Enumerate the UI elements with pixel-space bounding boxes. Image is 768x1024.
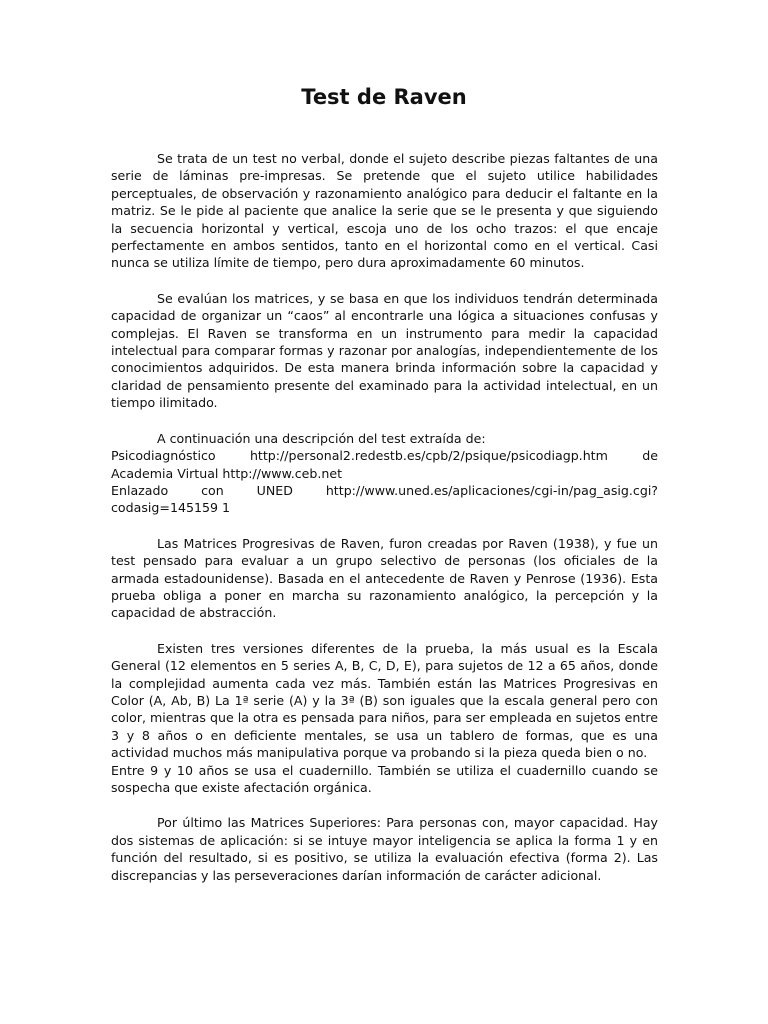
source-psicodiagnostico: Psicodiagnóstico http://personal2.redestb.es/cpb/2/psique/psicodiagp.htm de (111, 448, 658, 464)
sources-block (111, 430, 658, 517)
paragraph-versions: Existen tres versiones diferentes de la prueba, la más usual es la Escala General (12 elementos en 5 series A, B, C, D, E), para sujetos de 12 a 65 años, donde la complejidad aumenta cada vez más. También están las Matrices Progresivas en Color (A, Ab, B) La 1ª serie (A) y la 3ª (B) son iguales que la escala general pero con color, mientras que la otra es pensada para niños, para ser empleada en sujetos entre 3 y 8 años o en deficiente mentales, se usa un tablero de formas, que es una actividad muchos más manipulativa porque va probando si la pieza queda bien o no. (111, 640, 658, 761)
paragraph-versions-cont: Entre 9 y 10 años se usa el cuadernillo. También se utiliza el cuadernillo cuando se sospecha que existe afectación orgánica. (111, 762, 658, 795)
document-body (111, 150, 658, 902)
source-academia-virtual: Academia Virtual http://www.ceb.net (111, 465, 343, 481)
paragraph-superior: Por último las Matrices Superiores: Para personas con, mayor capacidad. Hay dos sistemas de aplicación: si se intuye mayor inteligencia se aplica la forma 1 y en función del resultado, si es positivo, se utiliza la evaluación efectiva (forma 2). Las discrepancias y las perseveraciones darían información de carácter adicional. (111, 815, 658, 883)
source-uned: Enlazado con UNED http://www.uned.es/aplicaciones/cgi-in/pag_asig.cgi? (111, 482, 658, 498)
sources-intro: A continuación una descripción del test extraída de: (157, 430, 486, 446)
document-title: Test de Raven (301, 85, 467, 109)
paragraph-description: Se trata de un test no verbal, donde el sujeto describe piezas faltantes de una serie de láminas pre-impresas. Se pretende que el sujeto utilice habilidades perceptuales, de observación y razonamiento analógico para deducir el faltante en la matriz. Se le pide al paciente que analice la serie que se le presenta y que siguiendo la secuencia horizontal y vertical, escoja uno de los ocho trazos: el que encaje perfectamente en ambos sentidos, tanto en el horizontal como en el vertical. Casi nunca se utiliza límite de tiempo, pero dura aproximadamente 60 minutos. (111, 151, 658, 271)
source-codasig: codasig=145159 1 (111, 500, 231, 516)
paragraph-evaluation: Se evalúan los matrices, y se basa en que los individuos tendrán determinada capacidad de organizar un “caos” al encontrarle una lógica a situaciones confusas y complejas. El Raven se transforma en un instrumento para medir la capacidad intelectual para comparar formas y razonar por analogías, independientemente de los conocimientos adquiridos. De esta manera brinda información sobre la capacidad y claridad de pensamiento presente del examinado para la actividad intelectual, en un tiempo ilimitado. (111, 290, 658, 411)
paragraph-history: Las Matrices Progresivas de Raven, furon creadas por Raven (1938), y fue un test pensado para evaluar a un grupo selectivo de personas (los oficiales de la armada estadounidense). Basada en el antecedente de Raven y Penrose (1936). Esta prueba obliga a poner en marcha su razonamiento analógico, la percepción y la capacidad de abstracción. (111, 535, 658, 621)
